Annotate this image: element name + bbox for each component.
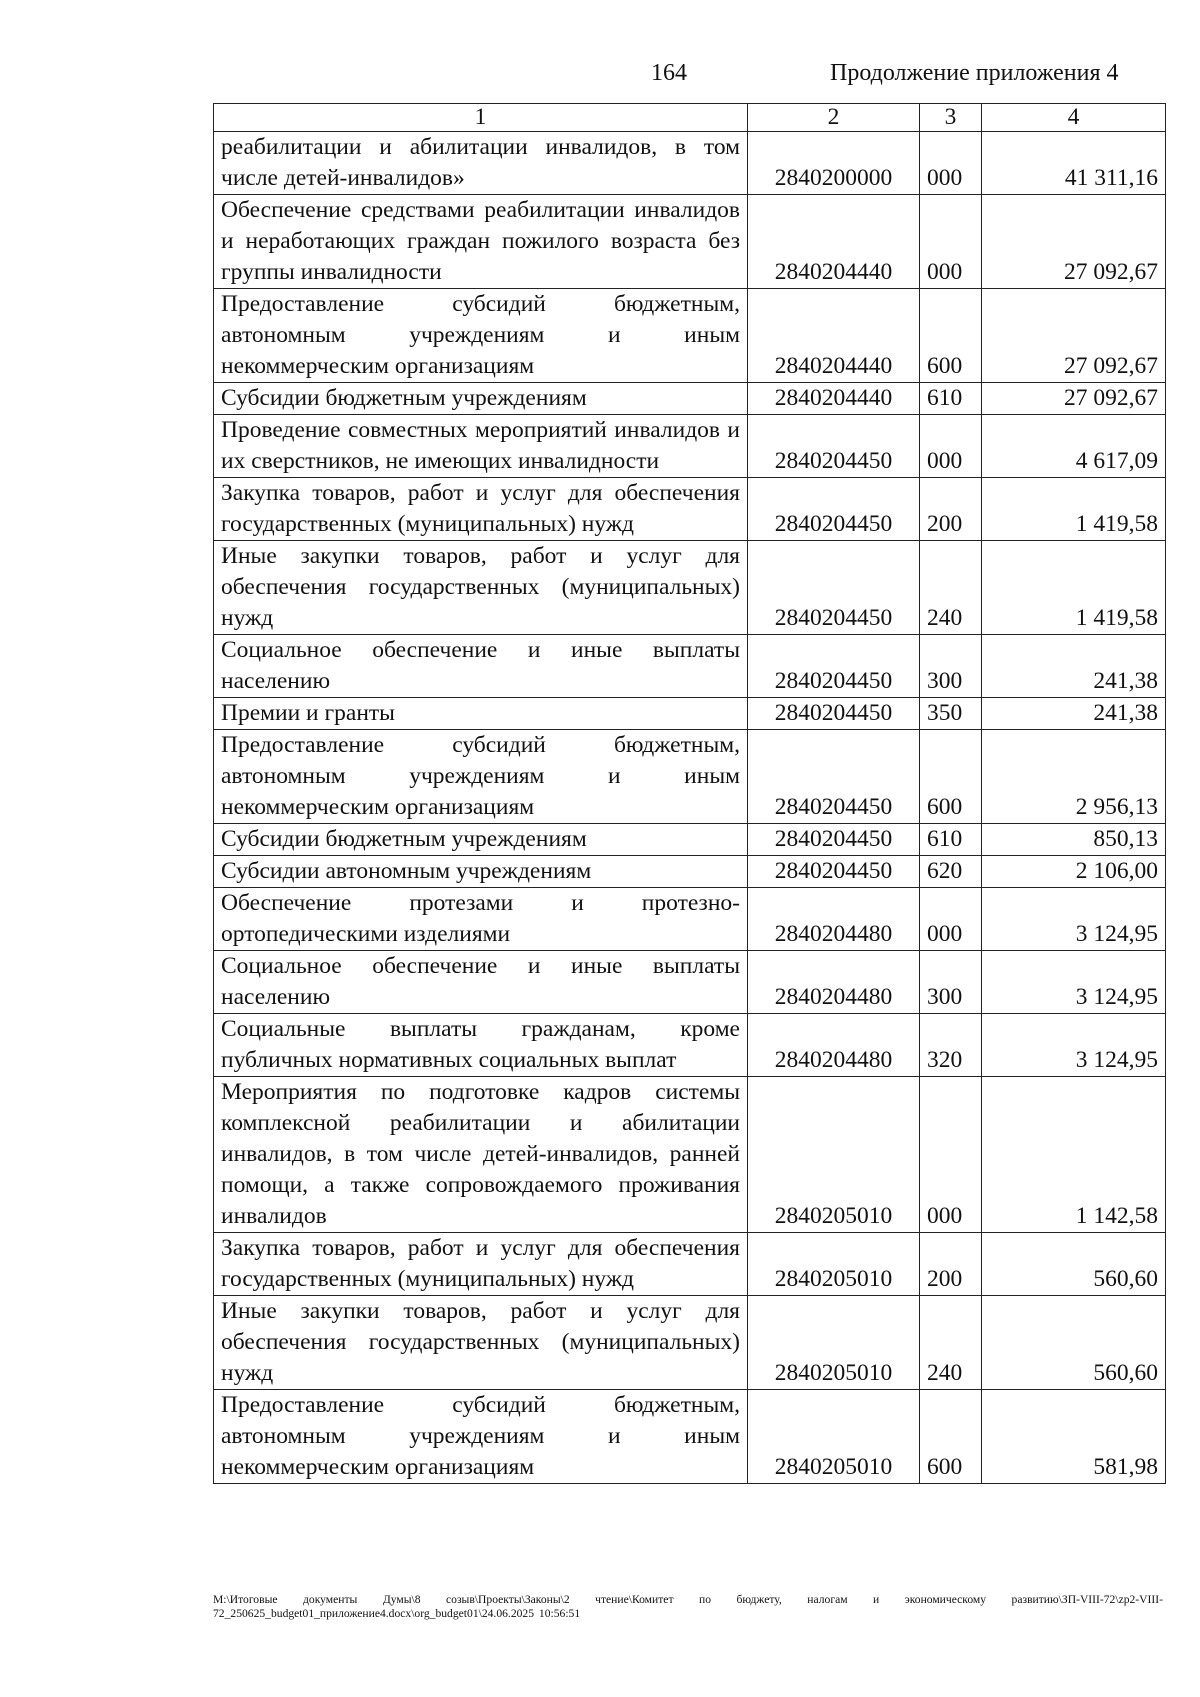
row-amount: 1 419,58 — [982, 478, 1166, 541]
row-expense-type: 610 — [920, 383, 982, 415]
row-name: Мероприятия по подготовке кадров системы комплексной реабилитации и абилитации инвалидов, в том числе детей-инвалидов, ранней помощи, а также сопровождаемого проживания инвалидов — [214, 1077, 748, 1233]
row-amount: 560,60 — [982, 1296, 1166, 1390]
row-target-code: 2840205010 — [748, 1077, 920, 1233]
row-name: Премии и гранты — [214, 698, 748, 730]
row-target-code: 2840204480 — [748, 1014, 920, 1077]
row-name: Иные закупки товаров, работ и услуг для обеспечения государственных (муниципальных) нужд — [214, 1296, 748, 1390]
row-expense-type: 620 — [920, 856, 982, 888]
row-expense-type: 240 — [920, 541, 982, 635]
table-row — [214, 856, 1166, 888]
row-amount: 27 092,67 — [982, 289, 1166, 383]
row-name: Предоставление субсидий бюджетным, автономным учреждениям и иным некоммерческим организациям — [214, 289, 748, 383]
row-amount: 4 617,09 — [982, 415, 1166, 478]
row-amount: 2 106,00 — [982, 856, 1166, 888]
row-expense-type: 000 — [920, 415, 982, 478]
table-row — [214, 1233, 1166, 1296]
column-number-row — [214, 104, 1166, 132]
table-row — [214, 383, 1166, 415]
row-target-code: 2840204440 — [748, 195, 920, 289]
row-amount: 3 124,95 — [982, 888, 1166, 951]
row-name: Субсидии бюджетным учреждениям — [214, 824, 748, 856]
table-row — [214, 132, 1166, 195]
row-amount: 27 092,67 — [982, 195, 1166, 289]
budget-table — [213, 103, 1166, 1484]
row-amount: 850,13 — [982, 824, 1166, 856]
row-target-code: 2840200000 — [748, 132, 920, 195]
row-amount: 27 092,67 — [982, 383, 1166, 415]
table-row — [214, 1296, 1166, 1390]
table-row — [214, 698, 1166, 730]
row-expense-type: 600 — [920, 289, 982, 383]
row-target-code: 2840204450 — [748, 478, 920, 541]
row-expense-type: 350 — [920, 698, 982, 730]
table-row — [214, 415, 1166, 478]
row-name: Закупка товаров, работ и услуг для обеспечения государственных (муниципальных) нужд — [214, 478, 748, 541]
row-target-code: 2840204450 — [748, 415, 920, 478]
row-name: Предоставление субсидий бюджетным, автономным учреждениям и иным некоммерческим организациям — [214, 1390, 748, 1484]
row-name: Социальное обеспечение и иные выплаты населению — [214, 635, 748, 698]
row-name: реабилитации и абилитации инвалидов, в том числе детей-инвалидов» — [214, 132, 748, 195]
table-row — [214, 195, 1166, 289]
row-amount: 3 124,95 — [982, 951, 1166, 1014]
row-name: Проведение совместных мероприятий инвалидов и их сверстников, не имеющих инвалидности — [214, 415, 748, 478]
row-name: Предоставление субсидий бюджетным, автономным учреждениям и иным некоммерческим организациям — [214, 730, 748, 824]
row-name: Субсидии автономным учреждениям — [214, 856, 748, 888]
row-target-code: 2840204480 — [748, 888, 920, 951]
column-number-1: 1 — [214, 104, 748, 132]
budget-table-body — [214, 104, 1166, 1484]
row-amount: 41 311,16 — [982, 132, 1166, 195]
row-expense-type: 000 — [920, 195, 982, 289]
row-target-code: 2840204450 — [748, 698, 920, 730]
row-expense-type: 600 — [920, 730, 982, 824]
row-name: Иные закупки товаров, работ и услуг для обеспечения государственных (муниципальных) нужд — [214, 541, 748, 635]
table-row — [214, 541, 1166, 635]
row-name: Социальное обеспечение и иные выплаты населению — [214, 951, 748, 1014]
row-target-code: 2840204440 — [748, 289, 920, 383]
row-amount: 581,98 — [982, 1390, 1166, 1484]
row-target-code: 2840204450 — [748, 730, 920, 824]
footer-file-path: M:\Итоговые документы Думы\8 созыв\Проекты\Законы\2 чтение\Комитет по бюджету, налогам и экономическому развитию\ЗП-VIII-72\zp2-VIII-72_250625_budget01_приложение4.docx\org_budget01\24.06.2025 10:56:51 — [213, 1593, 1163, 1620]
row-amount: 560,60 — [982, 1233, 1166, 1296]
row-target-code: 2840204440 — [748, 383, 920, 415]
row-expense-type: 300 — [920, 635, 982, 698]
table-row — [214, 1014, 1166, 1077]
table-row — [214, 951, 1166, 1014]
row-amount: 1 142,58 — [982, 1077, 1166, 1233]
column-number-3: 3 — [920, 104, 982, 132]
row-name: Обеспечение протезами и протезно-ортопедическими изделиями — [214, 888, 748, 951]
row-expense-type: 320 — [920, 1014, 982, 1077]
page-number: 164 — [651, 60, 687, 86]
row-target-code: 2840204450 — [748, 824, 920, 856]
row-name: Обеспечение средствами реабилитации инвалидов и неработающих граждан пожилого возраста без группы инвалидности — [214, 195, 748, 289]
row-amount: 3 124,95 — [982, 1014, 1166, 1077]
row-name: Социальные выплаты гражданам, кроме публичных нормативных социальных выплат — [214, 1014, 748, 1077]
row-amount: 1 419,58 — [982, 541, 1166, 635]
row-name: Закупка товаров, работ и услуг для обеспечения государственных (муниципальных) нужд — [214, 1233, 748, 1296]
row-target-code: 2840204480 — [748, 951, 920, 1014]
row-target-code: 2840205010 — [748, 1296, 920, 1390]
table-row — [214, 289, 1166, 383]
row-target-code: 2840205010 — [748, 1390, 920, 1484]
row-expense-type: 200 — [920, 1233, 982, 1296]
table-row — [214, 824, 1166, 856]
row-expense-type: 000 — [920, 132, 982, 195]
table-row — [214, 635, 1166, 698]
row-target-code: 2840205010 — [748, 1233, 920, 1296]
row-expense-type: 600 — [920, 1390, 982, 1484]
table-row — [214, 1077, 1166, 1233]
column-number-4: 4 — [982, 104, 1166, 132]
continuation-note: Продолжение приложения 4 — [830, 60, 1119, 86]
row-target-code: 2840204450 — [748, 856, 920, 888]
row-expense-type: 610 — [920, 824, 982, 856]
row-expense-type: 300 — [920, 951, 982, 1014]
row-target-code: 2840204450 — [748, 635, 920, 698]
table-row — [214, 1390, 1166, 1484]
row-amount: 2 956,13 — [982, 730, 1166, 824]
table-row — [214, 888, 1166, 951]
row-expense-type: 000 — [920, 888, 982, 951]
table-row — [214, 730, 1166, 824]
row-expense-type: 200 — [920, 478, 982, 541]
table-row — [214, 478, 1166, 541]
row-name: Субсидии бюджетным учреждениям — [214, 383, 748, 415]
row-target-code: 2840204450 — [748, 541, 920, 635]
row-amount: 241,38 — [982, 635, 1166, 698]
row-amount: 241,38 — [982, 698, 1166, 730]
row-expense-type: 000 — [920, 1077, 982, 1233]
row-expense-type: 240 — [920, 1296, 982, 1390]
column-number-2: 2 — [748, 104, 920, 132]
